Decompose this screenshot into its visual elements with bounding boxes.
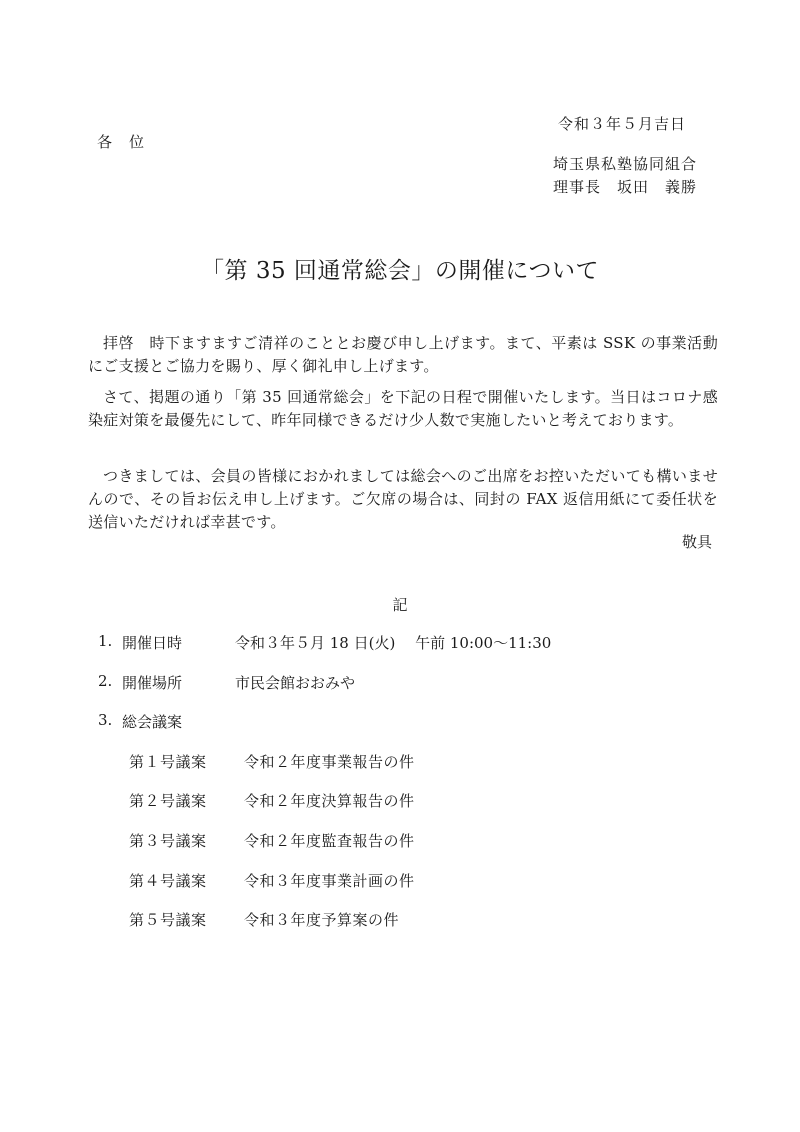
agenda-item-label: 第１号議案 <box>129 753 207 771</box>
sender-chairman: 理事長 坂田 義勝 <box>553 178 698 196</box>
body-paragraph-2: さて、掲題の通り「第 35 回通常総会」を下記の日程で開催いたします。当日はコロナ感染症対策を最優先にして、昨年同様できるだけ少人数で実施したいと考えております。 <box>88 388 718 429</box>
item-label-venue: 開催場所 <box>122 674 183 692</box>
item-number: 2. <box>98 672 113 690</box>
item-value-venue: 市民会館おおみや <box>235 674 356 692</box>
item-value-datetime: 令和３年５月 18 日(火) 午前 10:00～11:30 <box>235 634 552 652</box>
agenda-item-label: 第４号議案 <box>129 872 207 890</box>
body-paragraph-1: 拝啓 時下ますますご清祥のこととお慶び申し上げます。まて、平素は SSK の事業活動にご支援とご協力を賜り、厚く御礼申し上げます。 <box>88 334 718 375</box>
agenda-item-value: 令和２年度監査報告の件 <box>244 832 415 850</box>
body-paragraph-3: つきましては、会員の皆様におかれましては総会へのご出席をお控いただいても構いませんので、その旨お伝え申し上げます。ご欠席の場合は、同封の FAX 返信用紙にて委任状を送信いただければ幸甚です。 <box>88 467 718 531</box>
agenda-item-value: 令和２年度決算報告の件 <box>244 792 415 810</box>
agenda-item-label: 第２号議案 <box>129 792 207 810</box>
addressee: 各 位 <box>97 133 146 151</box>
agenda-item-label: 第５号議案 <box>129 911 207 929</box>
document-title: 「第 35 回通常総会」の開催について <box>201 258 599 284</box>
sender-organization: 埼玉県私塾協同組合 <box>553 155 698 173</box>
issue-date: 令和３年５月吉日 <box>558 115 687 133</box>
item-number: 3. <box>98 711 113 729</box>
agenda-item-value: 令和３年度事業計画の件 <box>244 872 415 890</box>
ki-heading: 記 <box>392 596 408 614</box>
agenda-item-value: 令和３年度予算案の件 <box>244 911 400 929</box>
item-label-datetime: 開催日時 <box>122 634 183 652</box>
agenda-item-value: 令和２年度事業報告の件 <box>244 753 415 771</box>
closing-remark: 敬具 <box>681 533 712 551</box>
item-label-agenda: 総会議案 <box>122 713 183 731</box>
item-number: 1. <box>98 632 113 650</box>
agenda-item-label: 第３号議案 <box>129 832 207 850</box>
